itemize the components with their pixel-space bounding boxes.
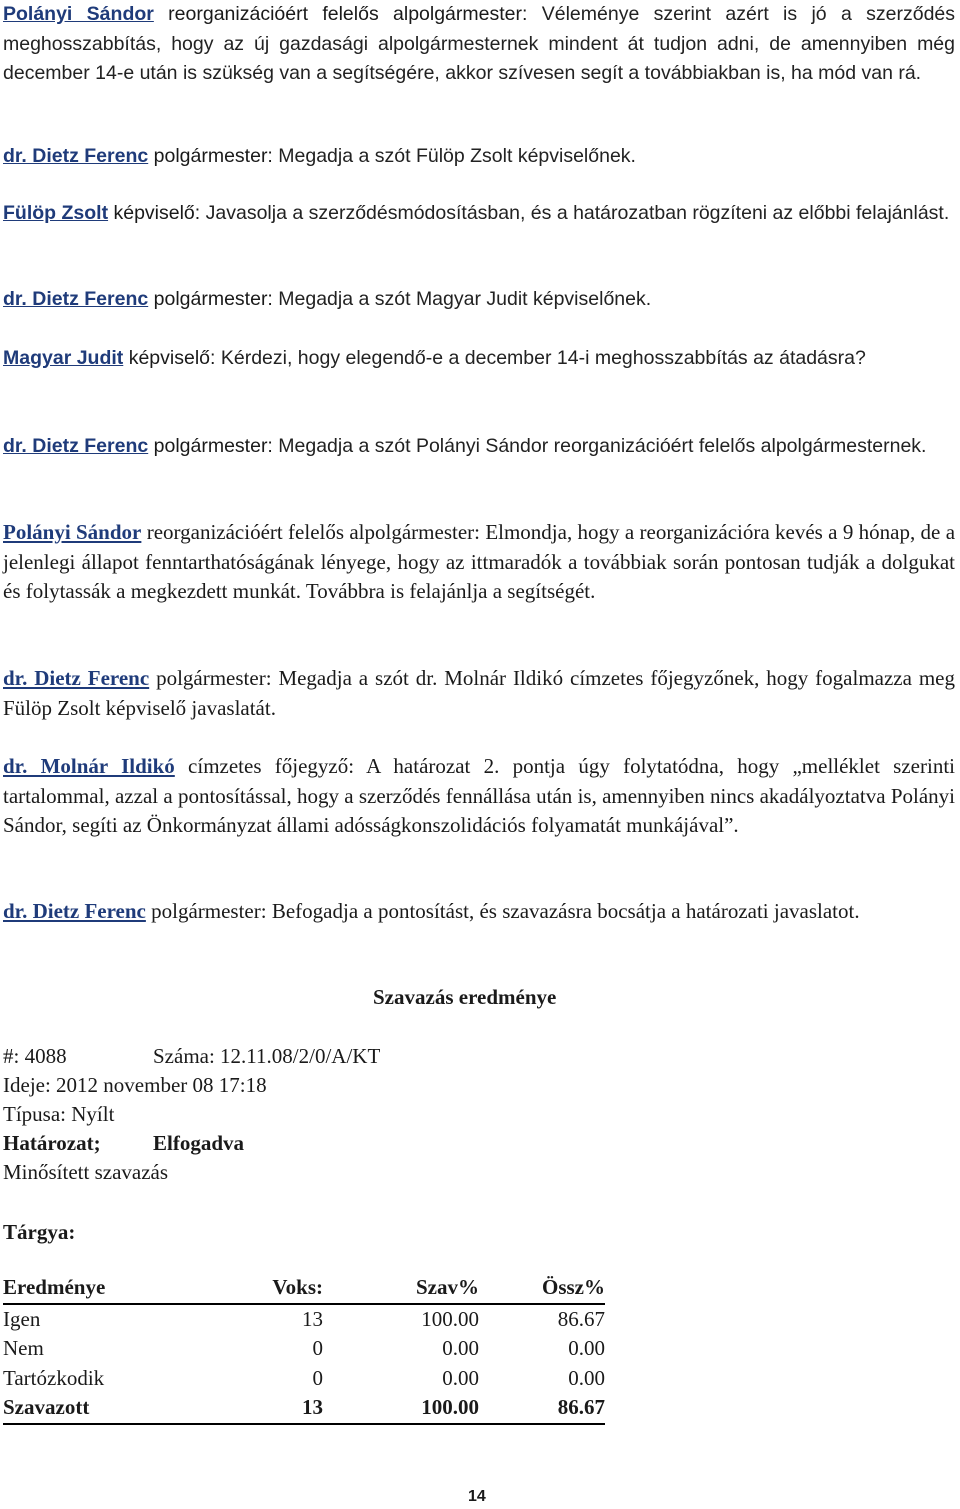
row-label: Igen (3, 1306, 41, 1331)
row-voks: 0 (312, 1365, 323, 1390)
header-szav: Szav% (323, 1273, 479, 1304)
paragraph-magyar (3, 344, 955, 374)
speaker-role: képviselő: (108, 202, 206, 224)
speaker-role: polgármester: (148, 435, 279, 457)
speaker-name: dr. Dietz Ferenc (3, 666, 150, 690)
paragraph-polanyi-1 (3, 0, 955, 89)
speaker-name: dr. Dietz Ferenc (3, 145, 149, 167)
paragraph-dietz-3 (3, 432, 955, 462)
speaker-role: polgármester: (149, 666, 279, 690)
speaker-name: dr. Dietz Ferenc (3, 899, 146, 923)
header-ossz: Össz% (479, 1273, 605, 1304)
vote-type: Típusa: Nyílt (3, 1102, 115, 1126)
row-voks: 13 (302, 1306, 323, 1331)
paragraph-dietz-1 (3, 142, 955, 172)
paragraph-dietz-5 (3, 897, 955, 927)
decision-value: Elfogadva (153, 1131, 245, 1155)
paragraph-text: Kérdezi, hogy elegendő-e a december 14-i meghosszabbítás az átadásra? (220, 347, 866, 369)
paragraph-dietz-2 (3, 285, 955, 315)
total-voks: 13 (233, 1393, 323, 1424)
paragraph-text: A határozat 2. pontja úgy folytatódna, hogy „melléklet szerinti tartalommal, azzal a pontosítással, hogy a szerződés fennállása után is, amennyiben nincs akadályoztatva Polányi Sándor, segíti az Önkormányzat állami adósságkonszolidációs folyamatát munkájával”. (3, 754, 955, 837)
page-number: 14 (468, 1488, 486, 1505)
table-row (3, 1364, 605, 1394)
subject-label: Tárgya: (3, 1220, 76, 1244)
paragraph-text: Javasolja a szerződésmódosításban, és a határozatban rögzíteni az előbbi felajánlást. (205, 202, 950, 224)
speaker-role: polgármester: (148, 288, 279, 310)
total-ossz: 86.67 (479, 1393, 605, 1424)
qualified-vote: Minősített szavazás (3, 1160, 169, 1184)
header-eredmenye: Eredménye (3, 1273, 233, 1304)
row-label: Nem (3, 1336, 44, 1360)
speaker-name: dr. Dietz Ferenc (3, 435, 149, 457)
row-label: Tartózkodik (3, 1365, 105, 1390)
vote-szama: Száma: 12.11.08/2/0/A/KT (153, 1044, 381, 1068)
row-ossz: 86.67 (557, 1306, 605, 1331)
header-voks: Voks: (233, 1273, 323, 1304)
paragraph-text: Megadja a szót Fülöp Zsolt képviselőnek. (278, 145, 636, 167)
speaker-name: Polányi Sándor (3, 520, 142, 544)
speaker-name: Polányi Sándor (3, 3, 154, 25)
table-row (3, 1334, 605, 1364)
vote-decision-line (3, 1129, 244, 1159)
speaker-name: dr. Molnár Ildikó (3, 754, 175, 778)
decision-label: Határozat; (3, 1131, 101, 1155)
vote-results-table (3, 1273, 605, 1425)
paragraph-text: Megadja a szót Polányi Sándor reorganizációért felelős alpolgármesternek. (278, 435, 927, 457)
total-szav: 100.00 (323, 1393, 479, 1424)
speaker-role: polgármester: (148, 145, 279, 167)
paragraph-text: Befogadja a pontosítást, és szavazásra bocsátja a határozati javaslatot. (271, 899, 860, 923)
row-ossz: 0.00 (568, 1336, 605, 1360)
paragraph-text: Elmondja, hogy a reorganizációra kevés a 9 hónap, de a jelenlegi állapot fenntarthatóságának lényege, hogy az ittmaradók a továbbiak során pontosan tudják a dolgukat és folytassák a megkezdett munkát. Továbbra is felajánlja a segítségét. (3, 520, 956, 603)
speaker-role: képviselő: (123, 347, 221, 369)
row-szav: 100.00 (421, 1306, 479, 1331)
paragraph-polanyi-2 (3, 518, 955, 607)
paragraph-text: Megadja a szót dr. Molnár Ildikó címzetes főjegyzőnek, hogy fogalmazza meg Fülöp Zsolt képviselő javaslatát. (3, 666, 956, 720)
table-row (3, 1304, 605, 1335)
vote-number: #: 4088 (3, 1044, 67, 1068)
speaker-name: Magyar Judit (3, 347, 124, 369)
row-szav: 0.00 (442, 1336, 479, 1360)
row-szav: 0.00 (442, 1365, 479, 1390)
row-ossz: 0.00 (568, 1365, 605, 1390)
speaker-role: reorganizációért felelős alpolgármester: (141, 520, 486, 544)
paragraph-molnar (3, 752, 955, 841)
paragraph-fulop (3, 199, 955, 229)
vote-result-title: Szavazás eredménye (373, 985, 557, 1009)
row-voks: 0 (312, 1336, 323, 1360)
paragraph-dietz-4 (3, 664, 955, 723)
speaker-role: polgármester: (145, 899, 272, 923)
speaker-role: címzetes főjegyző: (174, 754, 367, 778)
speaker-name: Fülöp Zsolt (3, 202, 109, 224)
table-header-row (3, 1273, 605, 1304)
speaker-name: dr. Dietz Ferenc (3, 288, 149, 310)
speaker-role: reorganizációért felelős alpolgármester: (153, 3, 542, 25)
vote-time: Ideje: 2012 november 08 17:18 (3, 1073, 267, 1097)
vote-number-line (3, 1042, 380, 1072)
total-label: Szavazott (3, 1393, 233, 1424)
table-total-row (3, 1393, 605, 1424)
paragraph-text: Megadja a szót Magyar Judit képviselőnek. (278, 288, 652, 310)
paragraph-text: Véleménye szerint azért is jó a szerződés meghosszabbítás, hogy az új gazdasági alpolgármesternek mindent át tudjon adni, de amennyiben még december 14-e után is szükség van a segítségére, akkor szívesen segít a továbbiakban is, ha mód van rá. (3, 3, 956, 84)
